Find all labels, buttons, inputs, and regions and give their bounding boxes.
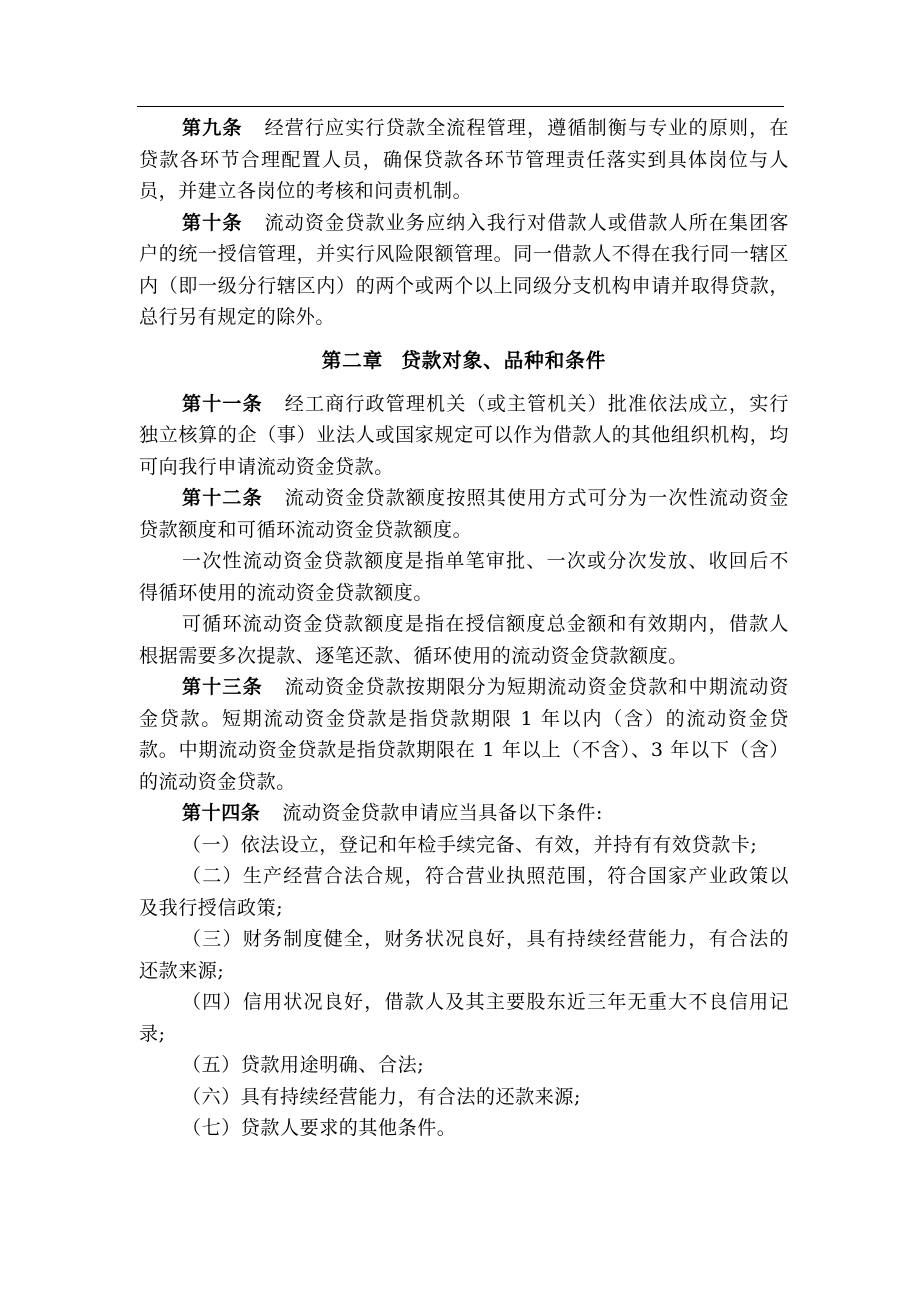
body-paragraph xyxy=(139,609,789,672)
article-paragraph xyxy=(139,113,789,208)
article-number: 第十二条 xyxy=(182,487,263,509)
paragraph-text: 经工商行政管理机关（或主管机关）批准依法成立，实行独立核算的企（事）业法人或国家规定可以作为借款人的其他组织机构，均可向我行申请流动资金贷款。 xyxy=(139,392,789,478)
body-paragraph xyxy=(139,1050,789,1082)
article-number: 第十一条 xyxy=(182,392,263,415)
paragraph-text: 流动资金贷款业务应纳入我行对借款人或借款人所在集团客户的统一授信管理，并实行风险限额管理。同一借款人不得在我行同一辖区内（即一级分行辖区内）的两个或两个以上同级分支机构申请并取得贷款，总行另有规定的除外。 xyxy=(139,211,789,328)
article-paragraph xyxy=(139,483,789,546)
article-paragraph xyxy=(139,208,789,334)
paragraph-text: （五）贷款用途明确、合法; xyxy=(182,1054,425,1076)
paragraph-text: （七）贷款人要求的其他条件。 xyxy=(182,1117,457,1139)
paragraph-text: （三）财务制度健全，财务状况良好，具有持续经营能力，有合法的还款来源; xyxy=(139,928,789,982)
paragraph-text: 流动资金贷款申请应当具备以下条件: xyxy=(282,802,604,824)
paragraph-text: （一）依法设立，登记和年检手续完备、有效，并持有有效贷款卡; xyxy=(182,833,758,856)
articles-before-chapter xyxy=(139,113,789,334)
paragraph-text: （二）生产经营合法合规，符合营业执照范围，符合国家产业政策以及我行授信政策; xyxy=(139,865,789,919)
article-paragraph xyxy=(139,389,789,484)
paragraph-text: 可循环流动资金贷款额度是指在授信额度总金额和有效期内，借款人根据需要多次提款、逐笔还款、循环使用的流动资金贷款额度。 xyxy=(139,613,789,667)
body-paragraph xyxy=(139,1113,789,1145)
body-paragraph xyxy=(139,1082,789,1114)
article-number: 第十三条 xyxy=(182,676,263,698)
paragraph-text: （四）信用状况良好，借款人及其主要股东近三年无重大不良信用记录; xyxy=(139,991,789,1045)
article-number: 第十条 xyxy=(182,211,243,234)
body-paragraph xyxy=(139,830,789,862)
body-paragraph xyxy=(139,861,789,924)
articles-after-chapter xyxy=(139,389,789,1145)
article-number: 第九条 xyxy=(182,117,243,139)
paragraph-text: 流动资金贷款按期限分为短期流动资金贷款和中期流动资金贷款。短期流动资金贷款是指贷款期限 1 年以内（含）的流动资金贷款。中期流动资金贷款是指贷款期限在 1 年以上（不含）、3 年以下（含）的流动资金贷款。 xyxy=(139,676,789,793)
paragraph-text: 流动资金贷款额度按照其使用方式可分为一次性流动资金贷款额度和可循环流动资金贷款额度。 xyxy=(139,487,789,541)
article-paragraph xyxy=(139,672,789,798)
paragraph-text: 一次性流动资金贷款额度是指单笔审批、一次或分次发放、收回后不得循环使用的流动资金贷款额度。 xyxy=(139,550,789,604)
paragraph-text: （六）具有持续经营能力，有合法的还款来源; xyxy=(182,1085,582,1108)
body-paragraph xyxy=(139,987,789,1050)
chapter-number: 第二章 xyxy=(321,348,384,372)
document-body xyxy=(139,113,789,1145)
chapter-title: 贷款对象、品种和条件 xyxy=(401,348,607,372)
article-number: 第十四条 xyxy=(182,802,261,824)
body-paragraph xyxy=(139,546,789,609)
chapter-heading xyxy=(139,345,789,377)
paragraph-text: 经营行应实行贷款全流程管理，遵循制衡与专业的原则，在贷款各环节合理配置人员，确保贷款各环节管理责任落实到具体岗位与人员，并建立各岗位的考核和问责机制。 xyxy=(139,117,789,202)
article-paragraph xyxy=(139,798,789,830)
body-paragraph xyxy=(139,924,789,987)
header-rule xyxy=(137,106,784,107)
